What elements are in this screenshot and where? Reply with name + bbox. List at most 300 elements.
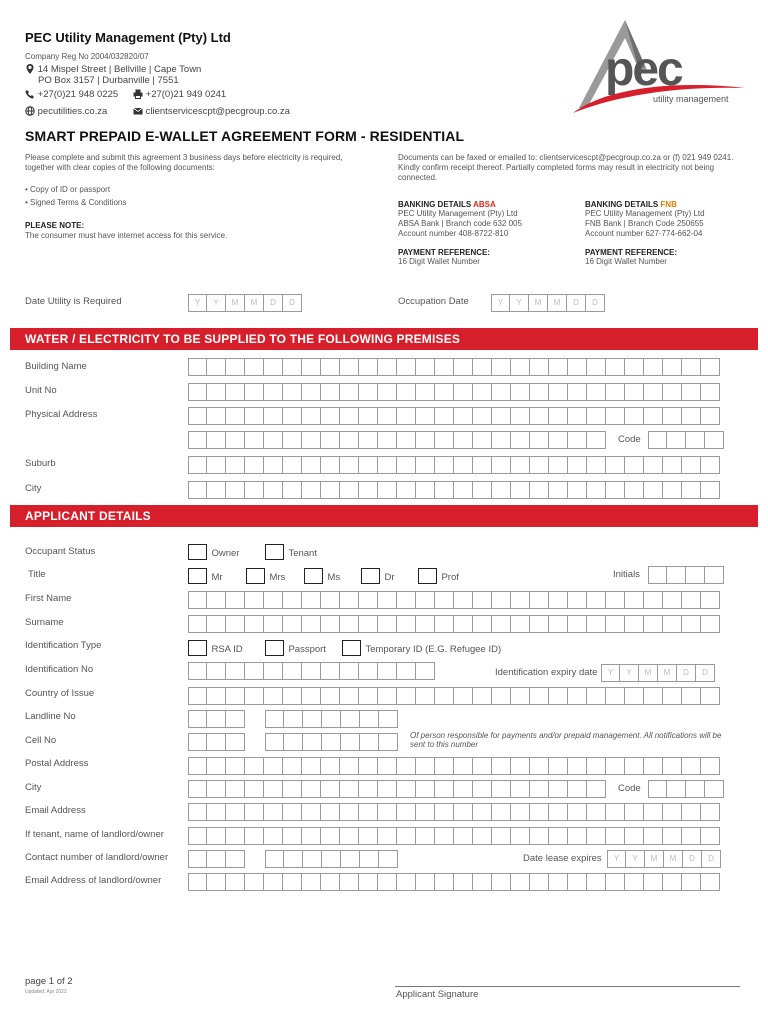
input-cell[interactable] — [340, 431, 359, 449]
input-cell[interactable] — [416, 687, 435, 705]
input-cell[interactable] — [473, 757, 492, 775]
input-cell[interactable] — [188, 615, 207, 633]
input-cell[interactable] — [454, 481, 473, 499]
date-cell[interactable]: M — [664, 850, 683, 868]
input-cell[interactable] — [568, 873, 587, 891]
input-cell[interactable] — [359, 615, 378, 633]
surname-input[interactable] — [188, 615, 720, 633]
input-cell[interactable] — [340, 687, 359, 705]
input-cell[interactable] — [454, 591, 473, 609]
input-cell[interactable] — [226, 383, 245, 401]
input-cell[interactable] — [416, 481, 435, 499]
input-cell[interactable] — [226, 780, 245, 798]
input-cell[interactable] — [568, 407, 587, 425]
input-cell[interactable] — [360, 710, 379, 728]
input-cell[interactable] — [606, 757, 625, 775]
input-cell[interactable] — [568, 803, 587, 821]
date-required-input[interactable] — [188, 294, 302, 312]
date-cell[interactable]: M — [548, 294, 567, 312]
input-cell[interactable] — [207, 615, 226, 633]
input-cell[interactable] — [245, 827, 264, 845]
input-cell[interactable] — [379, 710, 398, 728]
input-cell[interactable] — [492, 803, 511, 821]
input-cell[interactable] — [340, 827, 359, 845]
input-cell[interactable] — [359, 383, 378, 401]
input-cell[interactable] — [416, 431, 435, 449]
input-cell[interactable] — [302, 407, 321, 425]
input-cell[interactable] — [606, 827, 625, 845]
email-input[interactable] — [188, 803, 720, 821]
input-cell[interactable] — [530, 456, 549, 474]
input-cell[interactable] — [226, 803, 245, 821]
input-cell[interactable] — [549, 827, 568, 845]
input-cell[interactable] — [454, 431, 473, 449]
input-cell[interactable] — [473, 481, 492, 499]
input-cell[interactable] — [473, 687, 492, 705]
input-cell[interactable] — [321, 827, 340, 845]
input-cell[interactable] — [701, 383, 720, 401]
input-cell[interactable] — [264, 780, 283, 798]
input-cell[interactable] — [473, 358, 492, 376]
input-cell[interactable] — [302, 456, 321, 474]
input-cell[interactable] — [701, 591, 720, 609]
date-cell[interactable]: D — [586, 294, 605, 312]
date-cell[interactable]: Y — [620, 664, 639, 682]
date-cell[interactable]: Y — [491, 294, 510, 312]
input-cell[interactable] — [663, 481, 682, 499]
input-cell[interactable] — [226, 407, 245, 425]
input-cell[interactable] — [492, 431, 511, 449]
input-cell[interactable] — [397, 873, 416, 891]
input-cell[interactable] — [492, 407, 511, 425]
input-cell[interactable] — [682, 757, 701, 775]
postal-address-input[interactable] — [188, 757, 720, 775]
input-cell[interactable] — [606, 407, 625, 425]
input-cell[interactable] — [511, 591, 530, 609]
input-cell[interactable] — [701, 687, 720, 705]
input-cell[interactable] — [397, 827, 416, 845]
input-cell[interactable] — [245, 662, 264, 680]
input-cell[interactable] — [705, 431, 724, 449]
input-cell[interactable] — [188, 456, 207, 474]
input-cell[interactable] — [302, 687, 321, 705]
input-cell[interactable] — [207, 358, 226, 376]
input-cell[interactable] — [321, 383, 340, 401]
building-name-input[interactable] — [188, 358, 720, 376]
input-cell[interactable] — [682, 687, 701, 705]
input-cell[interactable] — [226, 687, 245, 705]
occupation-date-input[interactable] — [491, 294, 605, 312]
input-cell[interactable] — [265, 850, 284, 868]
input-cell[interactable] — [302, 383, 321, 401]
input-cell[interactable] — [511, 757, 530, 775]
input-cell[interactable] — [188, 687, 207, 705]
email[interactable]: clientservicescpt@pecgroup.co.za — [145, 106, 290, 117]
input-cell[interactable] — [701, 873, 720, 891]
input-cell[interactable] — [435, 431, 454, 449]
input-cell[interactable] — [226, 615, 245, 633]
input-cell[interactable] — [226, 591, 245, 609]
input-cell[interactable] — [549, 803, 568, 821]
input-cell[interactable] — [378, 431, 397, 449]
input-cell[interactable] — [359, 591, 378, 609]
input-cell[interactable] — [283, 383, 302, 401]
input-cell[interactable] — [511, 358, 530, 376]
input-cell[interactable] — [701, 757, 720, 775]
input-cell[interactable] — [435, 687, 454, 705]
input-cell[interactable] — [207, 733, 226, 751]
input-cell[interactable] — [360, 850, 379, 868]
premises-city-input[interactable] — [188, 481, 720, 499]
premises-code-input[interactable] — [648, 431, 724, 449]
input-cell[interactable] — [359, 481, 378, 499]
date-cell[interactable]: Y — [207, 294, 226, 312]
input-cell[interactable] — [188, 383, 207, 401]
input-cell[interactable] — [625, 591, 644, 609]
input-cell[interactable] — [321, 803, 340, 821]
applicant-code-input[interactable] — [648, 780, 724, 798]
input-cell[interactable] — [245, 481, 264, 499]
input-cell[interactable] — [302, 757, 321, 775]
input-cell[interactable] — [473, 803, 492, 821]
input-cell[interactable] — [265, 710, 284, 728]
date-cell[interactable]: Y — [510, 294, 529, 312]
input-cell[interactable] — [340, 780, 359, 798]
input-cell[interactable] — [663, 803, 682, 821]
input-cell[interactable] — [511, 383, 530, 401]
input-cell[interactable] — [701, 481, 720, 499]
input-cell[interactable] — [667, 431, 686, 449]
input-cell[interactable] — [701, 803, 720, 821]
input-cell[interactable] — [284, 733, 303, 751]
input-cell[interactable] — [340, 407, 359, 425]
input-cell[interactable] — [207, 850, 226, 868]
input-cell[interactable] — [359, 827, 378, 845]
date-cell[interactable]: D — [677, 664, 696, 682]
landlord-email-input[interactable] — [188, 873, 720, 891]
input-cell[interactable] — [303, 850, 322, 868]
input-cell[interactable] — [454, 383, 473, 401]
input-cell[interactable] — [340, 803, 359, 821]
input-cell[interactable] — [435, 780, 454, 798]
input-cell[interactable] — [284, 850, 303, 868]
input-cell[interactable] — [549, 481, 568, 499]
input-cell[interactable] — [378, 662, 397, 680]
input-cell[interactable] — [188, 591, 207, 609]
input-cell[interactable] — [340, 591, 359, 609]
input-cell[interactable] — [378, 591, 397, 609]
input-cell[interactable] — [207, 803, 226, 821]
input-cell[interactable] — [340, 383, 359, 401]
input-cell[interactable] — [549, 407, 568, 425]
input-cell[interactable] — [511, 687, 530, 705]
input-cell[interactable] — [492, 591, 511, 609]
input-cell[interactable] — [416, 358, 435, 376]
input-cell[interactable] — [378, 383, 397, 401]
input-cell[interactable] — [435, 757, 454, 775]
input-cell[interactable] — [378, 481, 397, 499]
input-cell[interactable] — [321, 431, 340, 449]
input-cell[interactable] — [644, 687, 663, 705]
date-cell[interactable]: D — [567, 294, 586, 312]
input-cell[interactable] — [682, 383, 701, 401]
input-cell[interactable] — [587, 780, 606, 798]
applicant-city-input[interactable] — [188, 780, 606, 798]
input-cell[interactable] — [435, 873, 454, 891]
input-cell[interactable] — [264, 358, 283, 376]
input-cell[interactable] — [530, 383, 549, 401]
input-cell[interactable] — [264, 662, 283, 680]
input-cell[interactable] — [226, 733, 245, 751]
input-cell[interactable] — [454, 615, 473, 633]
date-cell[interactable]: M — [245, 294, 264, 312]
physical-address-input-1[interactable] — [188, 407, 720, 425]
input-cell[interactable] — [340, 358, 359, 376]
input-cell[interactable] — [549, 757, 568, 775]
input-cell[interactable] — [549, 873, 568, 891]
input-cell[interactable] — [188, 733, 207, 751]
input-cell[interactable] — [454, 687, 473, 705]
input-cell[interactable] — [587, 383, 606, 401]
input-cell[interactable] — [568, 687, 587, 705]
input-cell[interactable] — [663, 591, 682, 609]
input-cell[interactable] — [568, 757, 587, 775]
input-cell[interactable] — [454, 456, 473, 474]
input-cell[interactable] — [321, 780, 340, 798]
input-cell[interactable] — [245, 358, 264, 376]
input-cell[interactable] — [245, 873, 264, 891]
title-dr-option[interactable]: Dr — [361, 567, 394, 585]
input-cell[interactable] — [530, 591, 549, 609]
input-cell[interactable] — [188, 827, 207, 845]
input-cell[interactable] — [207, 481, 226, 499]
input-cell[interactable] — [701, 407, 720, 425]
input-cell[interactable] — [606, 591, 625, 609]
input-cell[interactable] — [283, 358, 302, 376]
input-cell[interactable] — [245, 383, 264, 401]
input-cell[interactable] — [188, 757, 207, 775]
mrs-checkbox[interactable] — [246, 568, 265, 584]
passport-checkbox[interactable] — [265, 640, 284, 656]
date-cell[interactable]: D — [683, 850, 702, 868]
input-cell[interactable] — [473, 873, 492, 891]
input-cell[interactable] — [686, 566, 705, 584]
input-cell[interactable] — [454, 358, 473, 376]
input-cell[interactable] — [341, 710, 360, 728]
date-cell[interactable]: D — [702, 850, 721, 868]
input-cell[interactable] — [644, 481, 663, 499]
cell-number-input[interactable] — [265, 733, 398, 751]
input-cell[interactable] — [686, 780, 705, 798]
input-cell[interactable] — [341, 850, 360, 868]
date-cell[interactable]: D — [264, 294, 283, 312]
input-cell[interactable] — [226, 358, 245, 376]
input-cell[interactable] — [188, 710, 207, 728]
input-cell[interactable] — [265, 733, 284, 751]
input-cell[interactable] — [359, 456, 378, 474]
input-cell[interactable] — [701, 358, 720, 376]
input-cell[interactable] — [549, 383, 568, 401]
input-cell[interactable] — [340, 615, 359, 633]
input-cell[interactable] — [188, 662, 207, 680]
input-cell[interactable] — [682, 358, 701, 376]
input-cell[interactable] — [511, 481, 530, 499]
physical-address-input-2[interactable] — [188, 431, 606, 449]
input-cell[interactable] — [587, 803, 606, 821]
input-cell[interactable] — [473, 780, 492, 798]
input-cell[interactable] — [492, 780, 511, 798]
input-cell[interactable] — [473, 456, 492, 474]
input-cell[interactable] — [530, 803, 549, 821]
input-cell[interactable] — [644, 873, 663, 891]
input-cell[interactable] — [625, 456, 644, 474]
ms-checkbox[interactable] — [304, 568, 323, 584]
input-cell[interactable] — [587, 615, 606, 633]
input-cell[interactable] — [226, 662, 245, 680]
input-cell[interactable] — [226, 873, 245, 891]
input-cell[interactable] — [530, 873, 549, 891]
input-cell[interactable] — [568, 615, 587, 633]
input-cell[interactable] — [207, 407, 226, 425]
input-cell[interactable] — [606, 456, 625, 474]
input-cell[interactable] — [284, 710, 303, 728]
input-cell[interactable] — [321, 358, 340, 376]
input-cell[interactable] — [359, 431, 378, 449]
input-cell[interactable] — [682, 615, 701, 633]
input-cell[interactable] — [397, 780, 416, 798]
input-cell[interactable] — [454, 873, 473, 891]
input-cell[interactable] — [207, 780, 226, 798]
input-cell[interactable] — [454, 803, 473, 821]
input-cell[interactable] — [226, 710, 245, 728]
input-cell[interactable] — [302, 358, 321, 376]
input-cell[interactable] — [379, 733, 398, 751]
input-cell[interactable] — [302, 827, 321, 845]
input-cell[interactable] — [303, 733, 322, 751]
date-cell[interactable]: M — [529, 294, 548, 312]
input-cell[interactable] — [226, 827, 245, 845]
input-cell[interactable] — [378, 873, 397, 891]
input-cell[interactable] — [321, 407, 340, 425]
input-cell[interactable] — [530, 431, 549, 449]
input-cell[interactable] — [226, 481, 245, 499]
input-cell[interactable] — [454, 407, 473, 425]
input-cell[interactable] — [587, 431, 606, 449]
landlord-contact-code-input[interactable] — [188, 850, 245, 868]
input-cell[interactable] — [511, 803, 530, 821]
input-cell[interactable] — [264, 431, 283, 449]
input-cell[interactable] — [549, 591, 568, 609]
input-cell[interactable] — [188, 358, 207, 376]
input-cell[interactable] — [207, 827, 226, 845]
rsa-id-option[interactable]: RSA ID — [188, 639, 243, 657]
initials-input[interactable] — [648, 566, 724, 584]
input-cell[interactable] — [188, 407, 207, 425]
input-cell[interactable] — [283, 431, 302, 449]
input-cell[interactable] — [245, 591, 264, 609]
input-cell[interactable] — [340, 873, 359, 891]
input-cell[interactable] — [359, 780, 378, 798]
input-cell[interactable] — [188, 481, 207, 499]
title-ms-option[interactable]: Ms — [304, 567, 340, 585]
input-cell[interactable] — [625, 481, 644, 499]
date-cell[interactable]: M — [639, 664, 658, 682]
input-cell[interactable] — [549, 431, 568, 449]
input-cell[interactable] — [705, 780, 724, 798]
input-cell[interactable] — [473, 591, 492, 609]
input-cell[interactable] — [264, 383, 283, 401]
prof-checkbox[interactable] — [418, 568, 437, 584]
input-cell[interactable] — [587, 687, 606, 705]
input-cell[interactable] — [207, 757, 226, 775]
input-cell[interactable] — [283, 456, 302, 474]
input-cell[interactable] — [587, 873, 606, 891]
input-cell[interactable] — [625, 687, 644, 705]
input-cell[interactable] — [701, 615, 720, 633]
input-cell[interactable] — [568, 383, 587, 401]
input-cell[interactable] — [416, 407, 435, 425]
input-cell[interactable] — [416, 757, 435, 775]
input-cell[interactable] — [416, 780, 435, 798]
id-no-input[interactable] — [188, 662, 435, 680]
input-cell[interactable] — [587, 358, 606, 376]
input-cell[interactable] — [359, 803, 378, 821]
input-cell[interactable] — [473, 407, 492, 425]
input-cell[interactable] — [416, 662, 435, 680]
title-mrs-option[interactable]: Mrs — [246, 567, 285, 585]
input-cell[interactable] — [644, 827, 663, 845]
first-name-input[interactable] — [188, 591, 720, 609]
input-cell[interactable] — [397, 662, 416, 680]
lease-expires-input[interactable] — [607, 850, 721, 868]
input-cell[interactable] — [264, 456, 283, 474]
input-cell[interactable] — [397, 358, 416, 376]
date-cell[interactable]: Y — [607, 850, 626, 868]
input-cell[interactable] — [682, 827, 701, 845]
input-cell[interactable] — [644, 407, 663, 425]
input-cell[interactable] — [667, 780, 686, 798]
tenant-checkbox[interactable] — [265, 544, 284, 560]
input-cell[interactable] — [207, 687, 226, 705]
title-prof-option[interactable]: Prof — [418, 567, 459, 585]
date-cell[interactable]: Y — [601, 664, 620, 682]
input-cell[interactable] — [359, 662, 378, 680]
input-cell[interactable] — [264, 873, 283, 891]
input-cell[interactable] — [644, 757, 663, 775]
mr-checkbox[interactable] — [188, 568, 207, 584]
input-cell[interactable] — [378, 358, 397, 376]
input-cell[interactable] — [663, 615, 682, 633]
input-cell[interactable] — [686, 431, 705, 449]
input-cell[interactable] — [625, 383, 644, 401]
input-cell[interactable] — [530, 481, 549, 499]
input-cell[interactable] — [264, 591, 283, 609]
input-cell[interactable] — [321, 615, 340, 633]
input-cell[interactable] — [264, 407, 283, 425]
input-cell[interactable] — [568, 591, 587, 609]
landline-number-input[interactable] — [265, 710, 398, 728]
input-cell[interactable] — [568, 431, 587, 449]
input-cell[interactable] — [207, 710, 226, 728]
input-cell[interactable] — [397, 431, 416, 449]
input-cell[interactable] — [663, 358, 682, 376]
title-mr-option[interactable]: Mr — [188, 567, 223, 585]
input-cell[interactable] — [549, 358, 568, 376]
input-cell[interactable] — [283, 481, 302, 499]
date-cell[interactable]: D — [696, 664, 715, 682]
input-cell[interactable] — [397, 757, 416, 775]
input-cell[interactable] — [188, 850, 207, 868]
